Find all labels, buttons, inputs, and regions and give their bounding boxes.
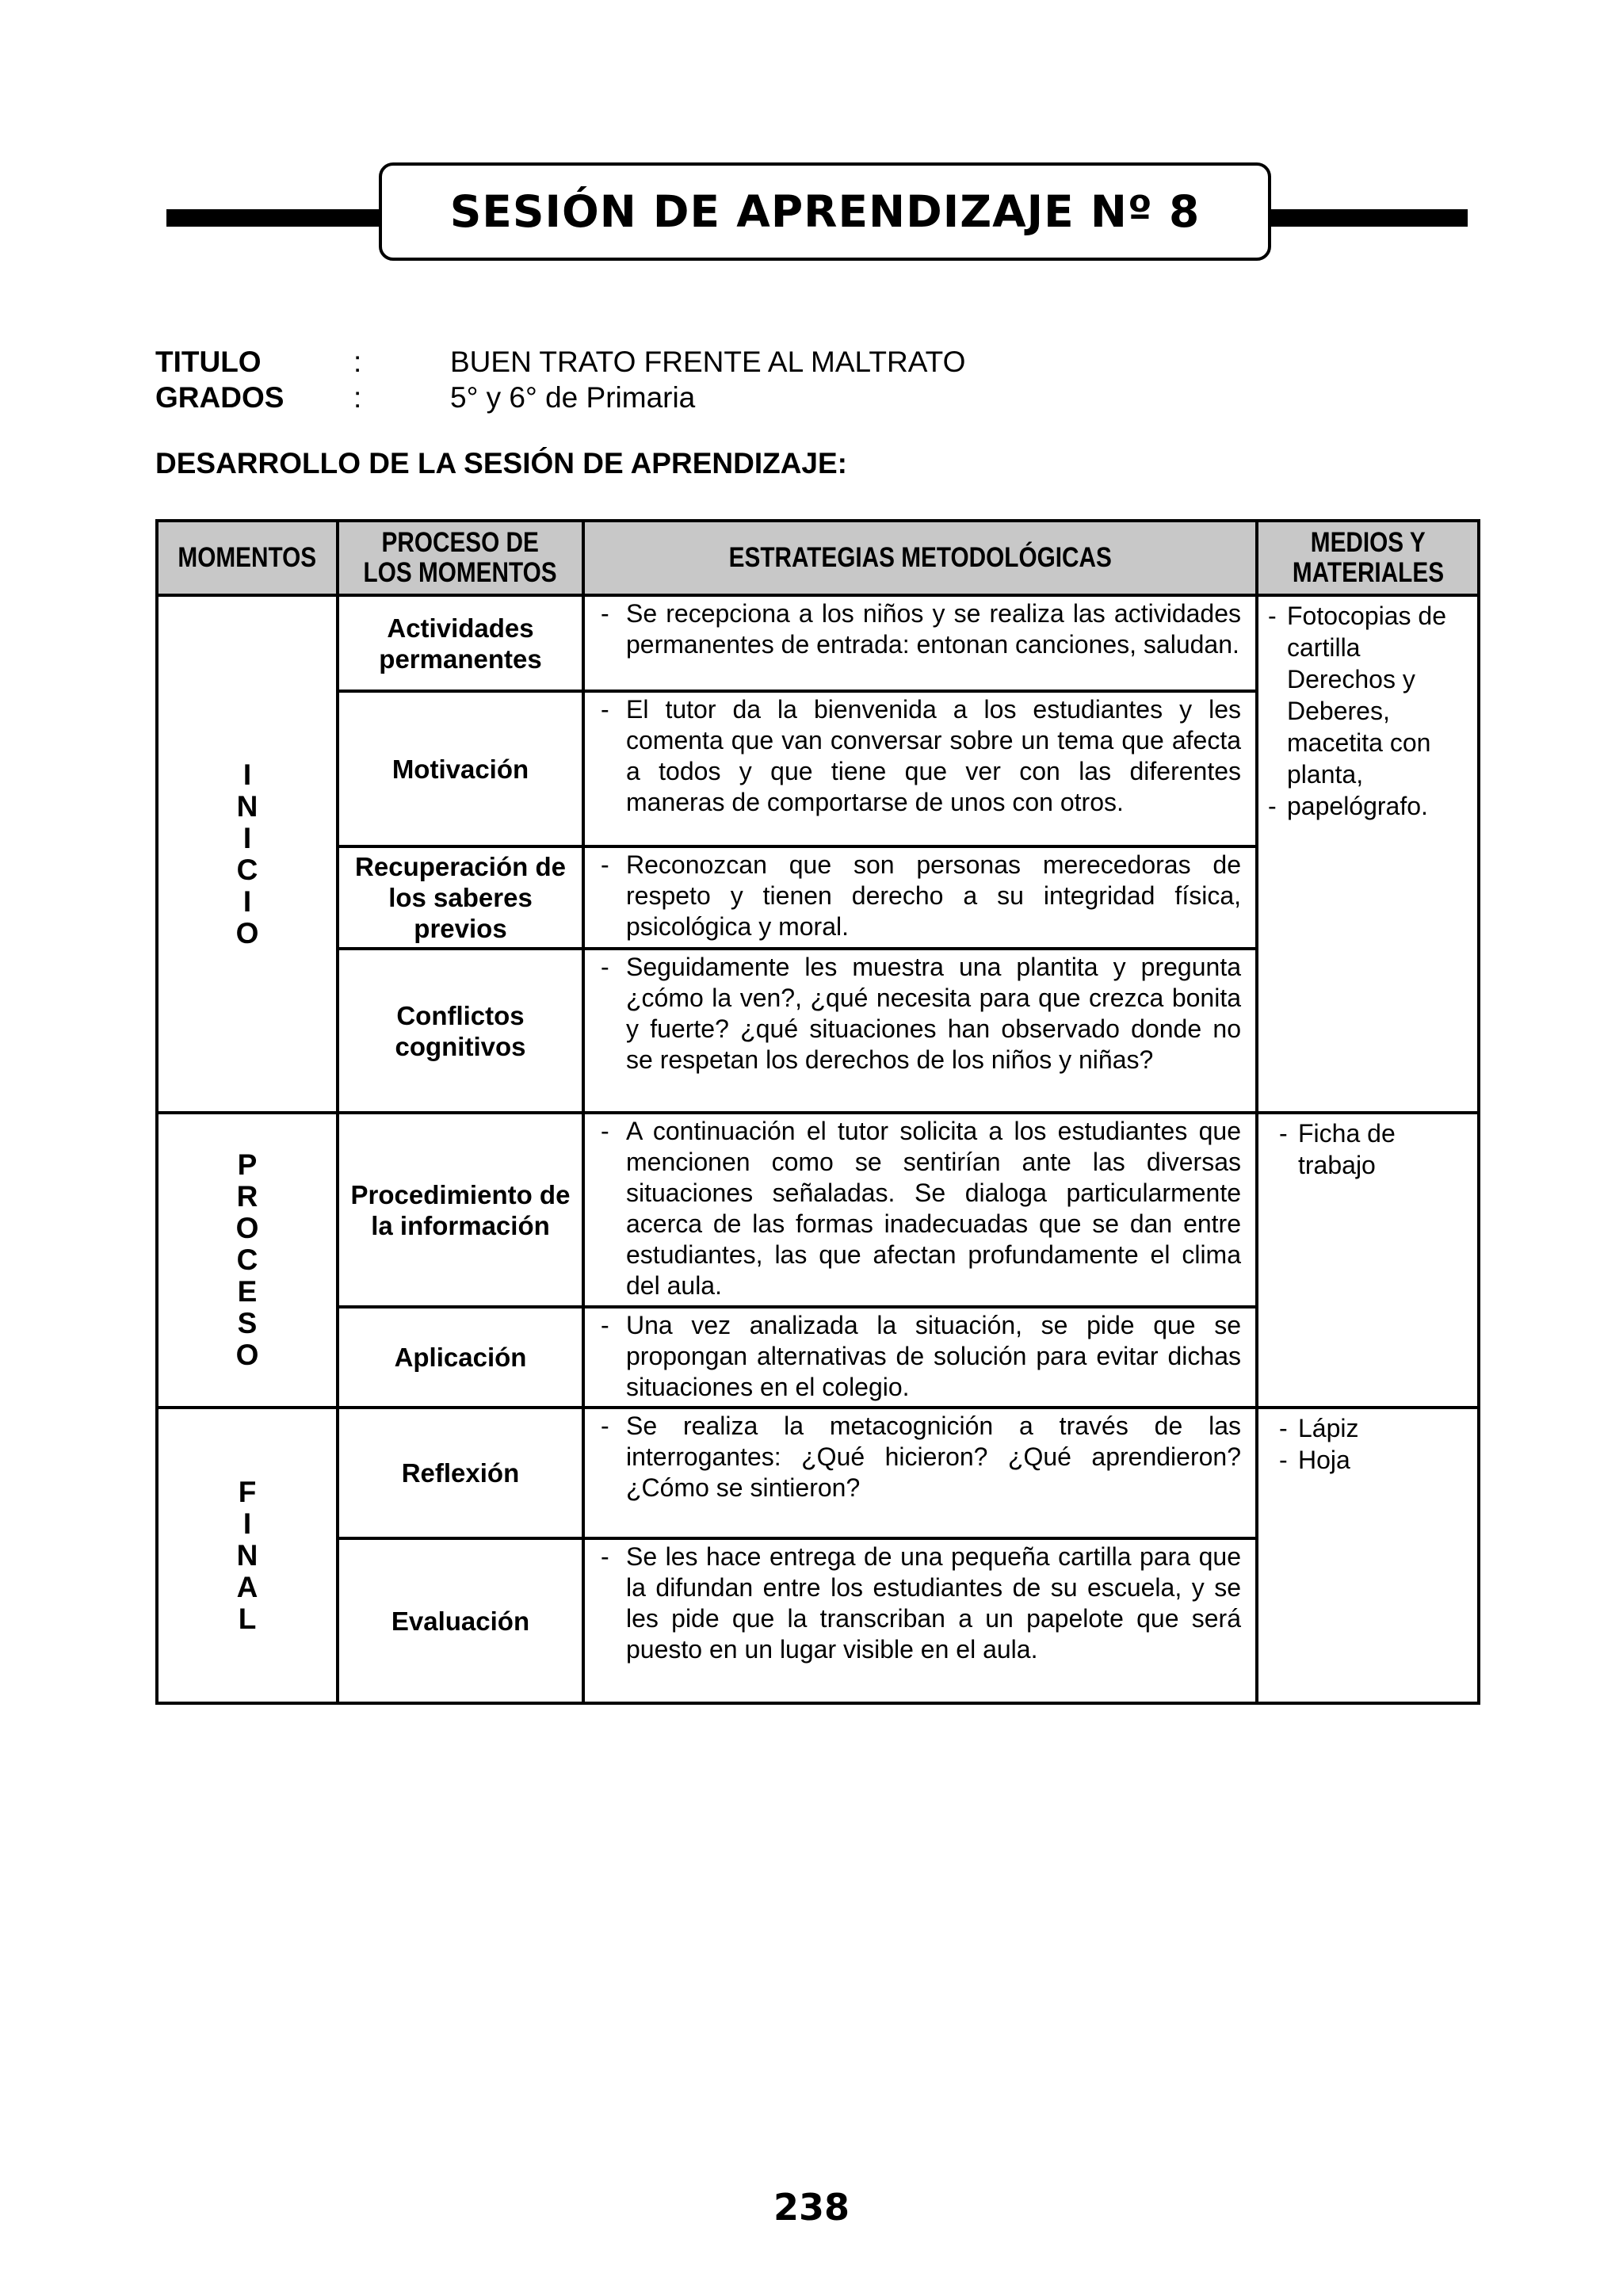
grados-value: 5° y 6° de Primaria [450,381,696,414]
list-dash: - [601,599,609,628]
titulo-colon: : [353,346,362,378]
header-momentos: MOMENTOS [157,521,338,595]
moment-final: F I N A L [157,1408,338,1703]
strategy-text: Se recepciona a los niños y se realiza las actividades permanentes de entrada: entonan canciones, saludan. [626,599,1241,659]
process-cell: Procedimiento de la información [338,1113,583,1307]
table-row [157,1113,1479,1307]
strategy-cell [583,595,1257,691]
title-bar-right [1270,209,1468,227]
page-number: 238 [773,2186,850,2229]
title-banner [379,162,1271,261]
material-item: papelógrafo. [1287,792,1428,820]
process-cell: Recuperación de los saberes previos [338,846,583,949]
header-medios-line2: MATERIALES [1292,557,1444,588]
table-row [157,1408,1479,1538]
grados-colon: : [353,381,362,414]
header-proceso [338,521,583,595]
materials-inicio: - Fotocopias de cartilla Derechos y Deberes, macetita con planta, - papelógrafo. [1257,595,1479,1113]
process-cell: Conflictos cognitivos [338,949,583,1113]
material-item: Ficha de trabajo [1298,1119,1396,1179]
strategy-cell: - Seguidamente les muestra una plantita y pregunta ¿cómo la ven?, ¿qué necesita para que crezca bonita y fuerte? ¿qué situaciones han observado donde no se respetan los derechos de los niños y niñas? [583,949,1257,1113]
materials-proceso: - Ficha de trabajo [1257,1113,1479,1408]
header-medios [1257,521,1479,595]
process-cell: Evaluación [338,1538,583,1703]
strategy-cell: - El tutor da la bienvenida a los estudiantes y les comenta que van conversar sobre un tema que afecta a todos y que tiene que ver con las diferentes maneras de comportarse de unos con otros. [583,691,1257,846]
page-title: SESIÓN DE APRENDIZAJE Nº 8 [449,186,1201,237]
strategy-text: A continuación el tutor solicita a los estudiantes que mencionen como se sentirían ante las diversas situaciones señaladas. Se dialoga particularmente acerca de las formas inadecuadas que se dan entre estudiantes, las que afectan profundamente el clima del aula. [626,1117,1241,1300]
strategy-text: Seguidamente les muestra una plantita y pregunta ¿cómo la ven?, ¿qué necesita para que crezca bonita y fuerte? ¿qué situaciones han observado donde no se respetan los derechos de los niños y niñas? [626,953,1241,1074]
material-item: Lápiz [1298,1414,1359,1442]
materials-final: - Lápiz - Hoja [1257,1408,1479,1703]
strategy-text: Se realiza la metacognición a través de las interrogantes: ¿Qué hicieron? ¿Qué aprendieron? ¿Cómo se sintieron? [626,1412,1241,1502]
material-item: Fotocopias de cartilla Derechos y Deberes, macetita con planta, [1287,602,1447,789]
strategy-text: Reconozcan que son personas merecedoras de respeto y tienen derecho a su integridad física, psicológica y moral. [626,850,1241,941]
session-table [155,519,1480,1705]
grados-label: GRADOS [155,381,285,414]
header-medios-line1: MEDIOS Y [1310,527,1426,558]
strategy-cell: - Se les hace entrega de una pequeña cartilla para que la difundan entre los estudiantes de su escuela, y se les pide que la transcriban a un papelote que será puesto en un lugar visible en el aula. [583,1538,1257,1703]
titulo-value: BUEN TRATO FRENTE AL MALTRATO [450,346,966,378]
header-estrategias: ESTRATEGIAS METODOLÓGICAS [583,521,1257,595]
title-bar-left [166,209,380,227]
header-proceso-line2: LOS MOMENTOS [363,557,558,588]
table-header-row [157,521,1479,595]
strategy-cell: - Una vez analizada la situación, se pide que se propongan alternativas de solución para evitar dichas situaciones en el colegio. [583,1307,1257,1408]
titulo-label: TITULO [155,346,262,378]
strategy-cell: - Se realiza la metacognición a través de las interrogantes: ¿Qué hicieron? ¿Qué aprendieron? ¿Cómo se sintieron? [583,1408,1257,1538]
section-heading: DESARROLLO DE LA SESIÓN DE APRENDIZAJE: [155,447,848,479]
moment-inicio: I N I C I O [157,595,338,1113]
table-row [157,595,1479,691]
strategy-text: Una vez analizada la situación, se pide que se propongan alternativas de solución para evitar dichas situaciones en el colegio. [626,1311,1241,1401]
material-item: Hoja [1298,1446,1350,1474]
strategy-cell: - A continuación el tutor solicita a los estudiantes que mencionen como se sentirían ante las diversas situaciones señaladas. Se dialoga particularmente acerca de las formas inadecuadas que se dan entre estudiantes, las que afectan profundamente el clima del aula. [583,1113,1257,1307]
strategy-cell: - Reconozcan que son personas merecedoras de respeto y tienen derecho a su integridad física, psicológica y moral. [583,846,1257,949]
strategy-text: El tutor da la bienvenida a los estudiantes y les comenta que van conversar sobre un tema que afecta a todos y que tiene que ver con las diferentes maneras de comportarse de unos con otros. [626,695,1241,816]
process-cell: Actividades permanentes [338,595,583,691]
process-cell: Reflexión [338,1408,583,1538]
strategy-text: Se les hace entrega de una pequeña cartilla para que la difundan entre los estudiantes de su escuela, y se les pide que la transcriban a un papelote que será puesto en un lugar visible en el aula. [626,1542,1241,1664]
process-cell: Aplicación [338,1307,583,1408]
process-cell: Motivación [338,691,583,846]
moment-proceso: P R O C E S O [157,1113,338,1408]
header-proceso-line1: PROCESO DE [381,527,540,558]
